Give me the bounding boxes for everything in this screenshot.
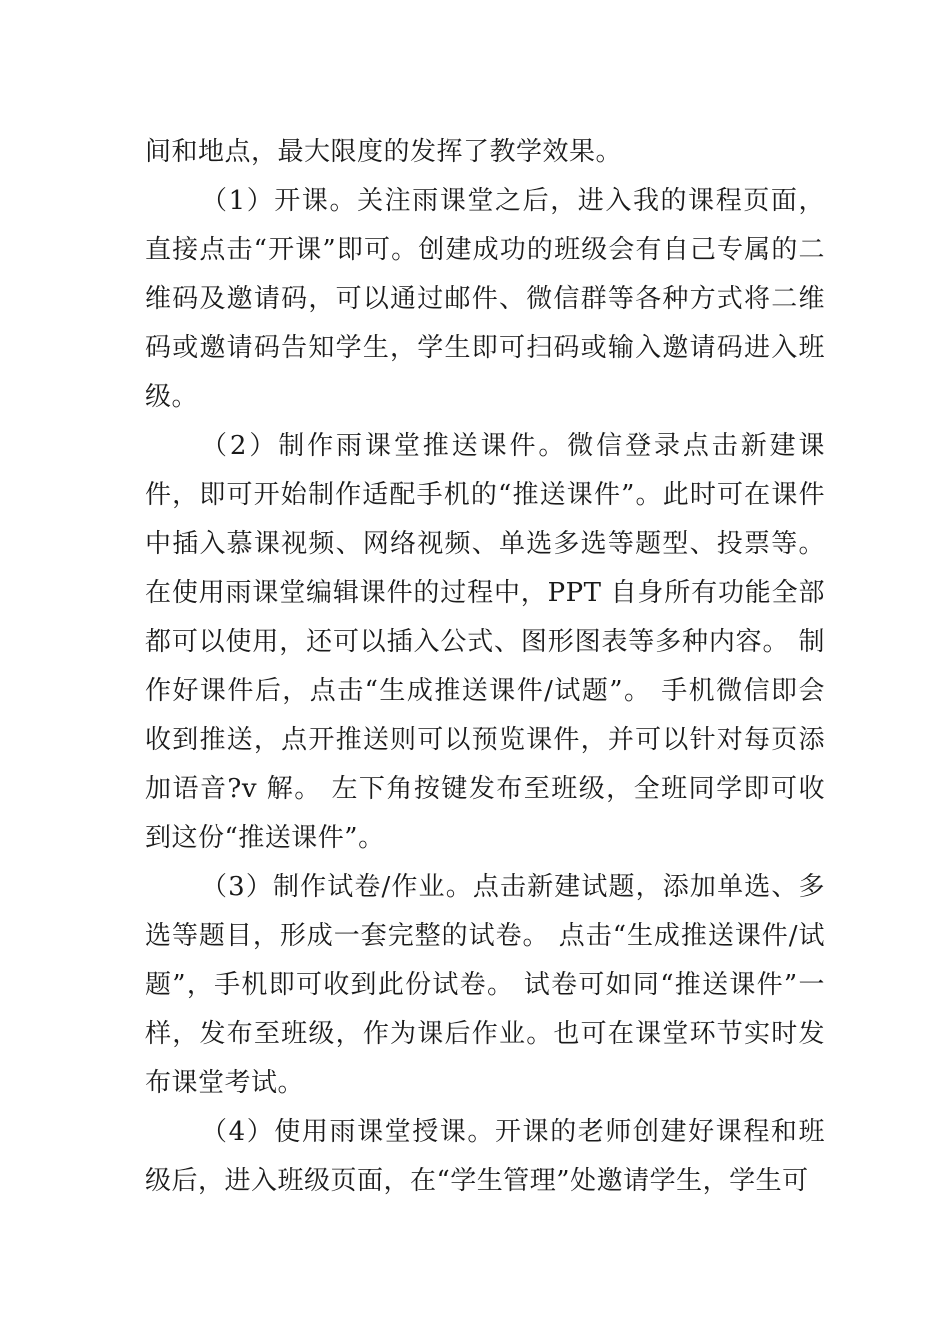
document-body xyxy=(145,128,825,1206)
paragraph-continuation: 间和地点，最大限度的发挥了教学效果。 xyxy=(145,137,623,167)
paragraph-make-test: （3）制作试卷/作业。点击新建试题，添加单选、多选等题目，形成一套完整的试卷。 点击“生成推送课件/试题”，手机即可收到此份试卷。 试卷可如同“推送课件”一样，发布至班级，作为课后作业。也可在课堂环节实时发布课堂考试。 xyxy=(145,872,825,1098)
paragraph-open-course: （1）开课。关注雨课堂之后，进入我的课程页面，直接点击“开课”即可。创建成功的班级会有自己专属的二维码及邀请码，可以通过邮件、微信群等各种方式将二维码或邀请码告知学生，学生即可扫码或输入邀请码进入班级。 xyxy=(145,186,825,412)
paragraph-teaching: （4）使用雨课堂授课。开课的老师创建好课程和班级后，进入班级页面，在“学生管理”处邀请学生，学生可 xyxy=(145,1117,825,1196)
paragraph-make-courseware: （2）制作雨课堂推送课件。微信登录点击新建课件，即可开始制作适配手机的“推送课件”。此时可在课件中插入慕课视频、网络视频、单选多选等题型、投票等。在使用雨课堂编辑课件的过程中，PPT 自身所有功能全部都可以使用，还可以插入公式、图形图表等多种内容。 制作好课件后，点击“生成推送课件/试题”。 手机微信即会收到推送，点开推送则可以预览课件，并可以针对每页添加语音?v 解。 左下角按键发布至班级，全班同学即可收到这份“推送课件”。 xyxy=(145,431,825,853)
